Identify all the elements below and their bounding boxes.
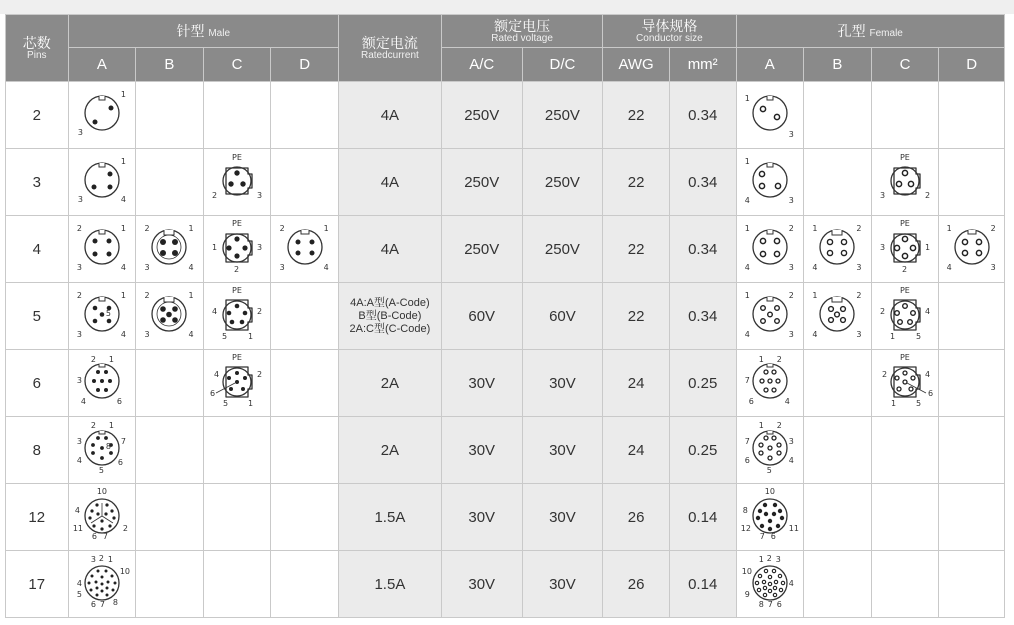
female-4pin-d-diagram: 1 2 4 3 — [946, 224, 996, 272]
female-c-cell — [871, 216, 939, 283]
female-b-cell — [804, 417, 872, 484]
awg-cell: 22 — [603, 216, 670, 283]
rated-current-cell: 4A — [338, 216, 441, 283]
male-a-cell — [68, 551, 136, 618]
header-mm2: mm² — [669, 48, 736, 82]
male-a-cell — [68, 484, 136, 551]
voltage-dc-cell: 60V — [522, 283, 603, 350]
female-4pin-b-diagram: 1 2 4 3 — [812, 224, 862, 272]
rated-current-cell: 2A — [338, 350, 441, 417]
male-6pin-a-diagram: 2 1 3 4 6 — [76, 355, 122, 406]
rated-current-cell: 4A — [338, 82, 441, 149]
header-dc: D/C — [522, 48, 603, 82]
female-c-cell — [871, 283, 939, 350]
male-c-cell — [203, 484, 271, 551]
awg-cell: 24 — [603, 350, 670, 417]
header-female-b: B — [804, 48, 872, 82]
male-3pin-c-diagram: PE 2 3 — [212, 153, 263, 200]
male-6pin-c-diagram: PE 4 2 6 5 1 — [210, 353, 263, 408]
male-4pin-d-diagram: 2 1 3 4 — [279, 224, 329, 272]
header-female-c: C — [871, 48, 939, 82]
pins-cell: 5 — [6, 283, 69, 350]
female-b-cell — [804, 283, 872, 350]
male-8pin-a-diagram: 2 1 3 7 8 4 6 5 — [76, 421, 126, 475]
female-a-cell — [736, 149, 804, 216]
male-c-cell — [203, 350, 271, 417]
male-4pin-a-diagram: 2 1 3 4 — [76, 224, 126, 272]
awg-cell: 22 — [603, 82, 670, 149]
awg-cell: 26 — [603, 551, 670, 618]
mm2-cell: 0.34 — [669, 216, 736, 283]
awg-cell: 22 — [603, 149, 670, 216]
female-a-cell — [736, 484, 804, 551]
header-pins: 芯数 Pins — [6, 15, 69, 82]
female-d-cell — [939, 283, 1005, 350]
header-rated-current: 额定电流 Ratedcurrent — [338, 15, 441, 82]
male-b-cell — [136, 216, 204, 283]
female-c-cell — [871, 350, 939, 417]
current-line-c: 2A:C型(C-Code) — [349, 322, 431, 335]
female-a-cell — [736, 82, 804, 149]
voltage-ac-cell: 250V — [441, 82, 522, 149]
male-12pin-a-diagram: 10 4 11 2 6 7 — [72, 487, 128, 541]
female-3pin-c-diagram: PE 3 2 — [879, 153, 931, 200]
female-3pin-a-diagram: 1 4 3 — [744, 157, 794, 205]
female-4pin-c-diagram: PE 3 1 2 — [879, 219, 931, 274]
table-row — [6, 350, 1005, 417]
male-d-cell — [271, 283, 339, 350]
male-a-cell — [68, 350, 136, 417]
male-d-cell — [271, 216, 339, 283]
voltage-dc-cell: 250V — [522, 216, 603, 283]
female-b-cell — [804, 350, 872, 417]
table-row — [6, 82, 1005, 149]
male-d-cell — [271, 551, 339, 618]
pins-cell: 6 — [6, 350, 69, 417]
pins-cell: 8 — [6, 417, 69, 484]
female-5pin-c-diagram: PE 2 4 1 5 — [879, 286, 931, 341]
male-c-cell — [203, 216, 271, 283]
female-17pin-a-diagram: 1 2 3 10 4 9 8 7 6 — [741, 554, 794, 609]
rated-current-cell: 2A — [338, 417, 441, 484]
male-b-cell — [136, 82, 204, 149]
voltage-ac-cell: 30V — [441, 350, 522, 417]
header-male-b: B — [136, 48, 204, 82]
male-d-cell — [271, 149, 339, 216]
male-4pin-c-diagram: PE 1 3 2 — [212, 219, 263, 274]
voltage-ac-cell: 60V — [441, 283, 522, 350]
female-2pin-a-diagram: 1 3 — [744, 94, 794, 139]
female-5pin-a-diagram: 1 2 4 3 — [744, 291, 794, 339]
voltage-dc-cell: 30V — [522, 551, 603, 618]
female-d-cell — [939, 82, 1005, 149]
female-5pin-b-diagram: 1 2 4 3 — [812, 291, 862, 339]
female-c-cell — [871, 82, 939, 149]
female-c-cell — [871, 417, 939, 484]
male-2pin-a-diagram: 1 3 — [77, 90, 126, 137]
male-a-cell — [68, 216, 136, 283]
header-male: 针型 Male — [68, 15, 338, 48]
voltage-dc-cell: 30V — [522, 417, 603, 484]
female-b-cell — [804, 551, 872, 618]
pins-cell: 4 — [6, 216, 69, 283]
pins-cell: 12 — [6, 484, 69, 551]
male-d-cell — [271, 417, 339, 484]
female-c-cell — [871, 484, 939, 551]
male-b-cell — [136, 551, 204, 618]
male-b-cell — [136, 484, 204, 551]
header-conductor-size: 导体规格 Conductor size — [603, 15, 736, 48]
female-d-cell — [939, 149, 1005, 216]
voltage-dc-cell: 30V — [522, 350, 603, 417]
table-row — [6, 149, 1005, 216]
female-b-cell — [804, 484, 872, 551]
header-male-a: A — [68, 48, 136, 82]
female-d-cell — [939, 417, 1005, 484]
male-a-cell — [68, 417, 136, 484]
mm2-cell: 0.14 — [669, 551, 736, 618]
mm2-cell: 0.14 — [669, 484, 736, 551]
connector-spec-table — [5, 14, 1005, 618]
female-d-cell — [939, 484, 1005, 551]
mm2-cell: 0.34 — [669, 149, 736, 216]
male-a-cell — [68, 82, 136, 149]
female-a-cell — [736, 350, 804, 417]
header-ac: A/C — [441, 48, 522, 82]
mm2-cell: 0.34 — [669, 82, 736, 149]
male-b-cell — [136, 350, 204, 417]
female-d-cell — [939, 216, 1005, 283]
pins-cell: 3 — [6, 149, 69, 216]
female-c-cell — [871, 149, 939, 216]
awg-cell: 24 — [603, 417, 670, 484]
mm2-cell: 0.25 — [669, 417, 736, 484]
current-line-a: 4A:A型(A-Code) — [350, 296, 430, 309]
pins-cell: 17 — [6, 551, 69, 618]
male-c-cell — [203, 551, 271, 618]
male-4pin-b-diagram: 2 1 3 4 — [144, 224, 194, 272]
rated-current-cell: 4A — [338, 149, 441, 216]
male-5pin-c-diagram: PE 4 2 5 1 — [212, 286, 263, 341]
rated-current-cell: 1.5A — [338, 484, 441, 551]
female-b-cell — [804, 82, 872, 149]
voltage-dc-cell: 30V — [522, 484, 603, 551]
voltage-ac-cell: 30V — [441, 417, 522, 484]
current-line-b: B型(B-Code) — [358, 309, 422, 322]
table-row — [6, 216, 1005, 283]
female-8pin-a-diagram: 1 2 7 3 6 4 5 — [744, 421, 794, 475]
female-b-cell — [804, 216, 872, 283]
male-c-cell — [203, 82, 271, 149]
table-row — [6, 484, 1005, 551]
voltage-ac-cell: 250V — [441, 216, 522, 283]
voltage-dc-cell: 250V — [522, 82, 603, 149]
female-6pin-a-diagram: 1 2 7 6 4 — [744, 355, 790, 406]
header-female-d: D — [939, 48, 1005, 82]
female-d-cell — [939, 350, 1005, 417]
female-b-cell — [804, 149, 872, 216]
female-a-cell — [736, 417, 804, 484]
male-5pin-b-diagram: 2 1 3 4 — [144, 291, 194, 339]
table-row — [6, 417, 1005, 484]
male-a-cell — [68, 283, 136, 350]
voltage-ac-cell: 30V — [441, 484, 522, 551]
male-a-cell — [68, 149, 136, 216]
male-5pin-a-diagram: 2 1 3 4 5 — [76, 291, 126, 339]
male-b-cell — [136, 149, 204, 216]
table-row — [6, 551, 1005, 618]
male-c-cell — [203, 417, 271, 484]
awg-cell: 26 — [603, 484, 670, 551]
female-d-cell — [939, 551, 1005, 618]
male-d-cell — [271, 484, 339, 551]
awg-cell: 22 — [603, 283, 670, 350]
female-c-cell — [871, 551, 939, 618]
female-12pin-a-diagram: 10 8 12 11 7 6 — [740, 487, 799, 541]
header-awg: AWG — [603, 48, 670, 82]
rated-current-cell — [338, 283, 441, 350]
top-band — [0, 0, 1014, 14]
male-3pin-a-diagram: 1 3 4 — [77, 157, 126, 204]
male-d-cell — [271, 350, 339, 417]
female-4pin-a-diagram: 1 2 4 3 — [744, 224, 794, 272]
male-b-cell — [136, 417, 204, 484]
header-female-a: A — [736, 48, 804, 82]
voltage-ac-cell: 30V — [441, 551, 522, 618]
male-b-cell — [136, 283, 204, 350]
table-row — [6, 283, 1005, 350]
female-a-cell — [736, 283, 804, 350]
header-female: 孔型 Female — [736, 15, 1005, 48]
male-17pin-a-diagram: 3 2 1 10 4 5 6 7 8 — [76, 554, 131, 609]
voltage-dc-cell: 250V — [522, 149, 603, 216]
male-d-cell — [271, 82, 339, 149]
rated-current-cell: 1.5A — [338, 551, 441, 618]
header-male-d: D — [271, 48, 339, 82]
pins-cell: 2 — [6, 82, 69, 149]
header-rated-voltage: 额定电压 Rated voltage — [441, 15, 602, 48]
female-6pin-c-diagram: PE 2 4 6 1 5 — [881, 353, 934, 408]
mm2-cell: 0.25 — [669, 350, 736, 417]
female-a-cell — [736, 551, 804, 618]
header-male-c: C — [203, 48, 271, 82]
male-c-cell — [203, 149, 271, 216]
voltage-ac-cell: 250V — [441, 149, 522, 216]
female-a-cell — [736, 216, 804, 283]
male-c-cell — [203, 283, 271, 350]
mm2-cell: 0.34 — [669, 283, 736, 350]
